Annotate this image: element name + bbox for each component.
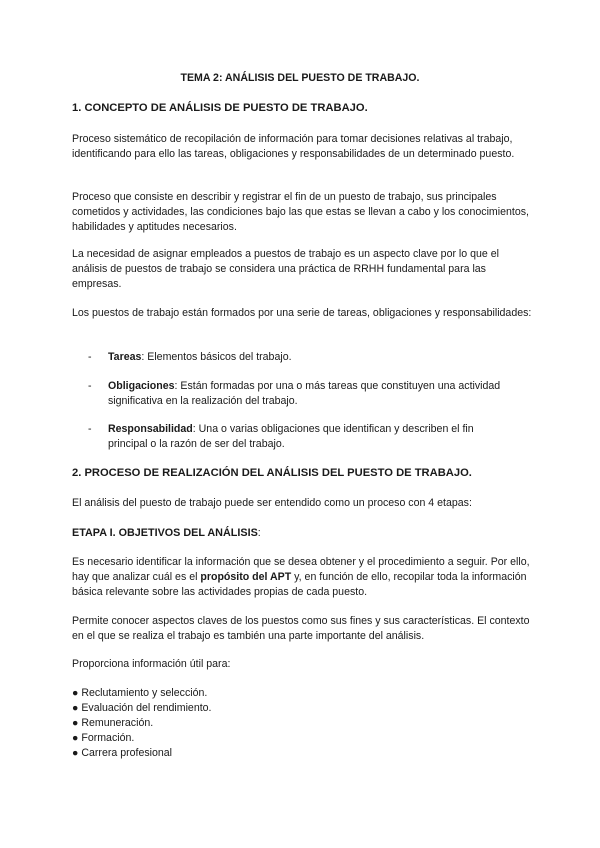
list-item-obligaciones (88, 379, 508, 409)
section-1-paragraph-1: Proceso sistemático de recopilación de información para tomar decisiones relativas al trabajo, identificando para ello las tareas, obligaciones y responsabilidades de un determinado puesto. (72, 133, 515, 160)
bullet-item: ● Carrera profesional (72, 747, 173, 759)
section-2-heading: 2. PROCESO DE REALIZACIÓN DEL ANÁLISIS DEL PUESTO DE TRABAJO. (72, 467, 472, 479)
stage-1-heading-text: ETAPA I. OBJETIVOS DEL ANÁLISIS (72, 527, 258, 539)
stage-1-p1-part-a: Es necesario identificar la información que se desea obtener y el procedimiento a seguir. Por ello, hay que analizar cuál es el (72, 556, 530, 583)
stage-1-paragraph-1 (72, 555, 532, 600)
bullet-item: ● Reclutamiento y selección. (72, 687, 208, 699)
term-responsabilidad: Responsabilidad (108, 423, 193, 435)
term-description: : Elementos básicos del trabajo. (141, 351, 292, 363)
bullet-item: ● Evaluación del rendimiento. (72, 702, 212, 714)
section-2-intro: El análisis del puesto de trabajo puede ser entendido como un proceso con 4 etapas: (72, 497, 472, 509)
stage-1-p1-bold: propósito del APT (200, 571, 292, 583)
dash-marker: - (88, 423, 92, 435)
term-obligaciones: Obligaciones (108, 380, 175, 392)
bullet-item: ● Remuneración. (72, 717, 154, 729)
term-tareas: Tareas (108, 351, 142, 363)
stage-1-heading-suffix: : (257, 527, 261, 539)
dash-marker: - (88, 351, 92, 363)
section-1-heading: 1. CONCEPTO DE ANÁLISIS DE PUESTO DE TRABAJO. (72, 102, 368, 114)
list-item-tareas (88, 350, 508, 365)
stage-1-paragraph-2: Permite conocer aspectos claves de los puestos como sus fines y sus características. El contexto en el que se realiza el trabajo es también una parte importante del análisis. (72, 615, 530, 642)
stage-1-heading (72, 526, 532, 541)
dash-marker: - (88, 380, 92, 392)
list-item-responsabilidad (88, 422, 508, 452)
term-description: : Están formadas por una o más tareas que constituyen una actividad significativa en la realización del trabajo. (108, 380, 501, 407)
bullet-item: ● Formación. (72, 732, 135, 744)
section-1-paragraph-4: Los puestos de trabajo están formados por una serie de tareas, obligaciones y responsabilidades: (72, 307, 532, 319)
section-1-paragraph-3: La necesidad de asignar empleados a puestos de trabajo es un aspecto clave por lo que el análisis de puestos de trabajo se considera una práctica de RRHH fundamental para las empresas. (72, 248, 499, 290)
stage-1-paragraph-3: Proporciona información útil para: (72, 658, 231, 670)
section-1-paragraph-2: Proceso que consiste en describir y registrar el fin de un puesto de trabajo, sus principales cometidos y actividades, las condiciones bajo las que estas se llevan a cabo y los conocimientos, habilidades y aptitudes necesarios. (72, 191, 529, 233)
stage-1-p1-part-b: y, en función de ello, recopilar toda la información básica relevante sobre las actividades propias de cada puesto. (72, 571, 527, 598)
term-description: : Una o varias obligaciones que identifican y describen el fin principal o la razón de ser del trabajo. (108, 423, 474, 450)
document-title: TEMA 2: ANÁLISIS DEL PUESTO DE TRABAJO. (180, 72, 420, 84)
